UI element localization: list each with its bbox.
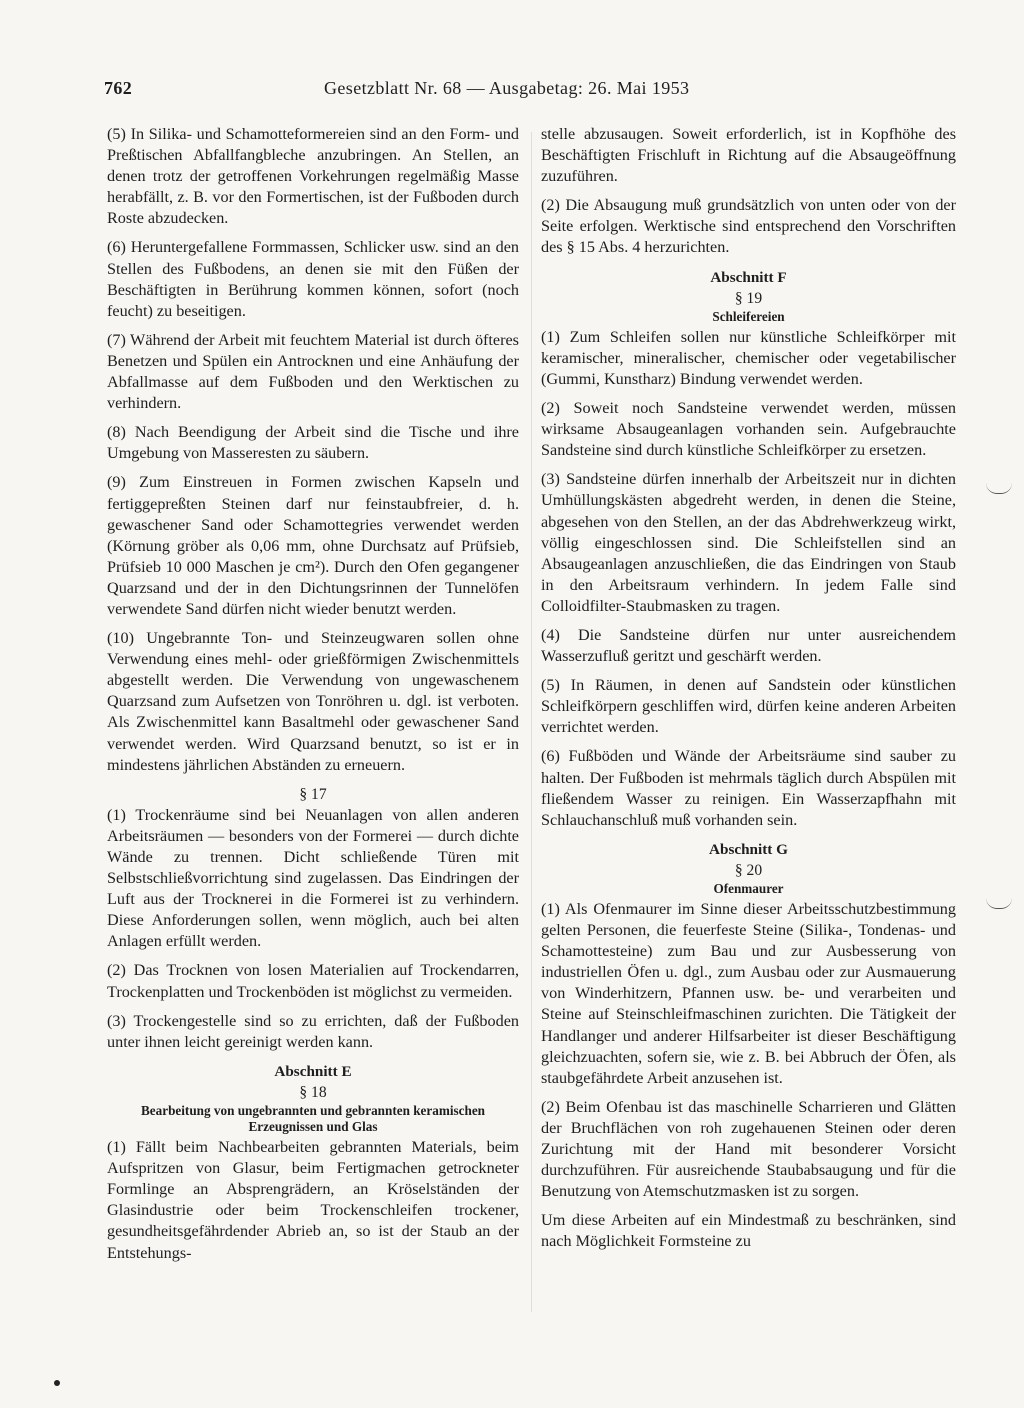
- paragraph: Um diese Arbeiten auf ein Mindestmaß zu beschränken, sind nach Möglichkeit Formsteine zu: [541, 1211, 956, 1251]
- paragraph: (1) Zum Schleifen sollen nur künstliche Schleifkörper mit keramischer, mineralischer, chemischer oder vegetabilischer (Gummi, Kunstharz) Bindung verwendet werden.: [541, 327, 956, 388]
- paragraph-number: § 18: [299, 1083, 327, 1101]
- ink-speck: [54, 1380, 60, 1386]
- paragraph: (1) Fällt beim Nachbearbeiten gebrannten Materials, beim Aufspritzen von Glasur, beim Fertigmachen getrockneter Formlinge an Absprengrädern, an Kröselständen der Glasindustrie oder beim Trockenschleifen trockener, gesundheitsgefährdender Abrieb an, so ist der Staub an der Entstehungs-: [107, 1138, 519, 1262]
- section-heading: Abschnitt G: [709, 840, 788, 858]
- section-heading: Abschnitt E: [274, 1062, 352, 1080]
- subsection-title: Schleifereien: [712, 308, 785, 324]
- paragraph-number: § 20: [734, 861, 763, 879]
- paragraph: (2) Die Absaugung muß grundsätzlich von unten oder von der Seite erfolgen. Werktische sind entsprechend den Vorschriften des § 15 Abs. 4 herzurichten.: [541, 196, 956, 257]
- column-divider: [531, 132, 532, 1312]
- paragraph: (5) In Silika- und Schamotteformereien sind an den Form- und Preßtischen Abfallfangbleche anzubringen. An Stellen, an denen trotz der getroffenen Vorkehrungen regelmäßig Masse herabfällt, z. B. vor den Formertischen, ist der Fußboden durch Roste abzudecken.: [107, 125, 519, 228]
- gazette-title: Gesetzblatt Nr. 68 — Ausgabetag: 26. Mai 1953: [324, 78, 690, 98]
- paragraph: (6) Heruntergefallene Formmassen, Schlicker usw. sind an den Stellen des Fußbodens, an denen sie mit den Füßen der Beschäftigten in Berührung kommen können, sofort (noch feucht) zu beseitigen.: [107, 238, 519, 320]
- paragraph: (8) Nach Beendigung der Arbeit sind die Tische und ihre Umgebung von Masseresten zu säubern.: [107, 423, 519, 463]
- subsection-title: Ofenmaurer: [713, 881, 784, 896]
- paragraph: (1) Als Ofenmaurer im Sinne dieser Arbeitsschutzbestimmung gelten Personen, die feuerfeste Steine (Silika-, Tondenas- und Schamottesteine) zum Bau und zur Ausbesserung von industriellen Öfen u. dgl., zum Ausbau oder zur Ausmauerung von Winderhitzern, Pfannen usw. be- und verarbeiten und Steine auf Steinschleifmaschinen zurichten. Die Tätigkeit der Handlanger und anderer Hilfsarbeiter ist dieser Beschäftigung gleichzuachten, sofern sie, wie z. B. bei Abbruch der Öfen, als staubgefährdete Arbeit anzusehen ist.: [541, 900, 956, 1087]
- margin-mark: [986, 483, 1012, 494]
- paragraph: (2) Das Trocknen von losen Materialien auf Trockendarren, Trockenplatten und Trockenböden ist möglichst zu vermeiden.: [107, 961, 519, 1001]
- paragraph: (5) In Räumen, in denen auf Sandstein oder künstlichen Schleifkörpern geschliffen wird, dürfen keine anderen Arbeiten verrichtet werden.: [541, 676, 956, 737]
- paragraph: (3) Sandsteine dürfen innerhalb der Arbeitszeit nur in dichten Umhüllungskästen abgedreht werden, in denen die Steine, abgesehen von den Stellen, an der das Abdrehwerkzeug wirkt, völlig eingeschlossen sind. Die Schleifstellen sind an Absaugeanlagen anzuschließen, die das Eindringen von Staub in den Arbeitsraum verhindern. In jedem Falle sind Colloidfilter-Staubmasken zu tragen.: [541, 470, 956, 615]
- paragraph: stelle abzusaugen. Soweit erforderlich, ist in Kopfhöhe des Beschäftigten Frischluft in Richtung auf die Absaugeöffnung zuzuführen.: [541, 125, 956, 186]
- page-header: [104, 78, 960, 102]
- paragraph: (3) Trockengestelle sind so zu errichten, daß der Fußboden unter ihnen leicht gereinigt werden kann.: [107, 1011, 519, 1051]
- paragraph: (1) Trockenräume sind bei Neuanlagen von allen anderen Arbeitsräumen — besonders von der Formerei — durch dichte Wände zu trennen. Dicht schließende Türen mit Selbstschließvorrichtung sind zugelassen. Das Eindringen der Luft aus der Trocknerei in die Formerei ist zu verhindern. Diese Anforderungen sollen, wenn möglich, auch bei alten Anlagen erfüllt werden.: [107, 805, 519, 951]
- paragraph: (2) Beim Ofenbau ist das maschinelle Scharrieren und Glätten der Bruchflächen von roh zugehauenen Steinen oder deren Zurichtung mit der Hand mit besonderer Vorsicht durchzuführen. Für ausreichende Staubabsaugung und für die Benutzung von Atemschutzmasken ist zu sorgen.: [541, 1097, 956, 1201]
- subsection-title: Bearbeitung von ungebrannten und gebrannten keramischen Erzeugnissen und Glas: [140, 1103, 486, 1135]
- section-heading: Abschnitt F: [710, 268, 787, 286]
- paragraph-number: § 19: [734, 289, 763, 307]
- margin-mark: [986, 898, 1012, 909]
- right-column: [541, 124, 956, 1261]
- page-number: 762: [104, 78, 133, 98]
- left-column: [107, 124, 519, 1272]
- paragraph-number: § 17: [299, 785, 327, 803]
- paragraph: (6) Fußböden und Wände der Arbeitsräume sind sauber zu halten. Der Fußboden ist mehrmals täglich durch Abspülen mit fließendem Wasser zu reinigen. Ein Wasserzapfhahn mit Schlauchanschluß muß vorhanden sein.: [541, 747, 956, 829]
- paragraph: (2) Soweit noch Sandsteine verwendet werden, müssen wirksame Absaugeanlagen vorhanden sein. Aufgebrauchte Sandsteine sind durch künstliche Schleifkörper zu ersetzen.: [541, 399, 956, 460]
- paragraph: (10) Ungebrannte Ton- und Steinzeugwaren sollen ohne Verwendung eines mehl- oder grießförmigen Zwischenmittels abgestellt werden. Die Verwendung von ungewaschenem Quarzsand zum Aufsetzen von Tonröhren u. dgl. ist verboten. Als Zwischenmittel kann Basaltmehl oder gewaschener Sand verwendet werden. Wird Quarzsand benutzt, so ist er in mindestens jährlichen Abständen zu erneuern.: [107, 629, 519, 774]
- paragraph: (9) Zum Einstreuen in Formen zwischen Kapseln und fertiggepreßten Steinen darf nur feinstaubfreier, d. h. gewaschener Sand oder Schamottegries verwendet werden (Körnung gröber als 0,06 mm, ohne Durchsatz auf Prüfsieb, Prüfsieb 10 000 Maschen je cm²). Durch den Ofen gegangener Quarzsand und der in den Dichtungsrinnen der Tunnelöfen verwendete Sand dürfen nicht wieder benutzt werden.: [107, 473, 519, 618]
- paragraph: (4) Die Sandsteine dürfen nur unter ausreichendem Wasserzufluß geritzt und geschärft werden.: [541, 625, 956, 666]
- paragraph: (7) Während der Arbeit mit feuchtem Material ist durch öfteres Benetzen und Spülen ein Antrocknen und eine Anhäufung der Abfallmasse auf dem Fußboden und den Werktischen zu verhindern.: [107, 330, 519, 413]
